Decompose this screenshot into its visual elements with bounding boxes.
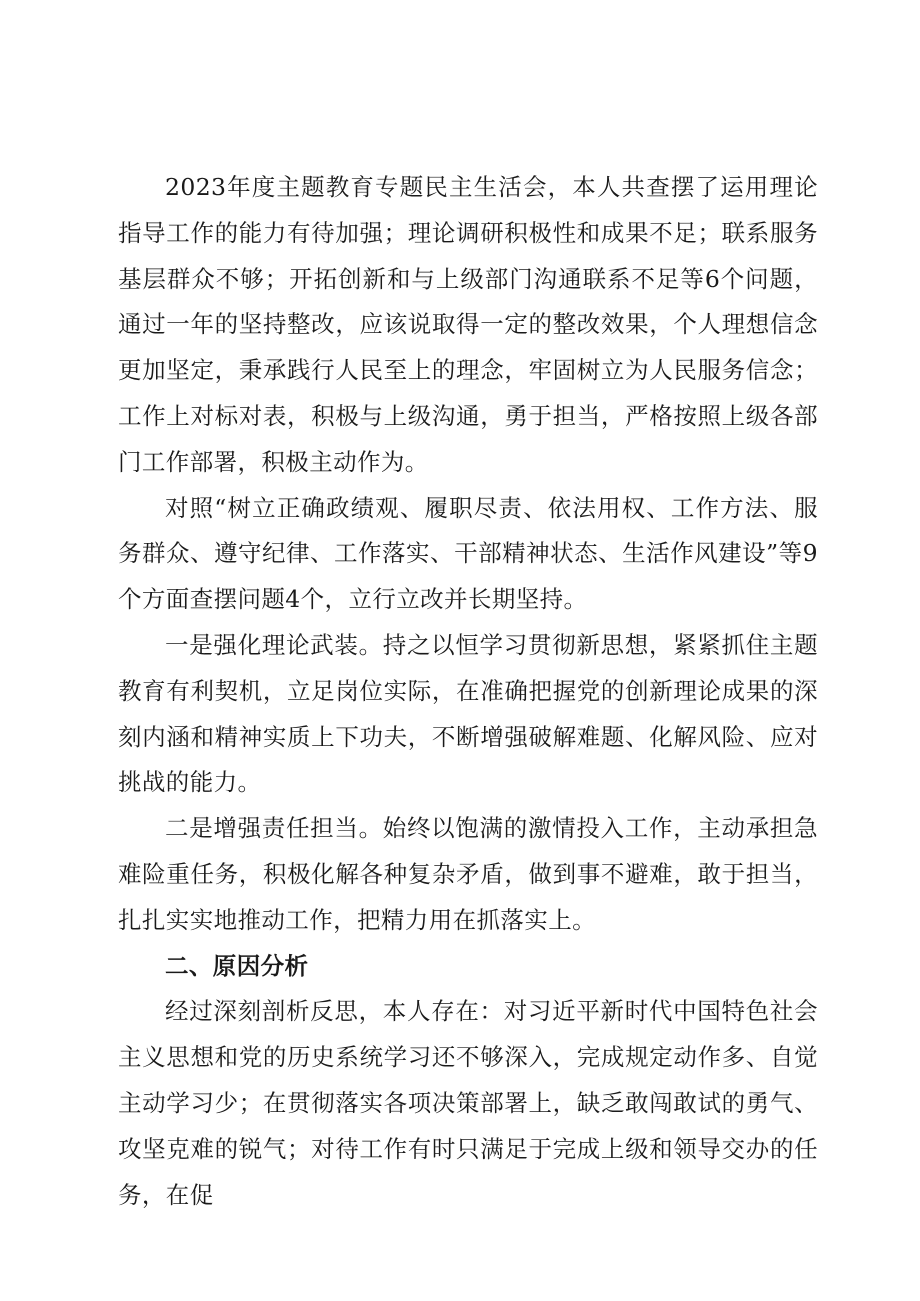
document-body <box>118 165 818 1218</box>
paragraph-theory-armament: 一是强化理论武装。持之以恒学习贯彻新思想，紧紧抓住主题教育有利契机，立足岗位实际，在准确把握党的创新理论成果的深刻内涵和精神实质上下功夫，不断增强破解难题、化解风险、应对挑战的能力。 <box>118 630 818 797</box>
paragraph-cause-analysis: 经过深刻剖析反思，本人存在：对习近平新时代中国特色社会主义思想和党的历史系统学习还不够深入，完成规定动作多、自觉主动学习少；在贯彻落实各项决策部署上，缺乏敢闯敢试的勇气、攻坚克难的锐气；对待工作有时只满足于完成上级和领导交办的任务，在促 <box>118 997 818 1209</box>
section-heading-cause-analysis: 二、原因分析 <box>165 951 309 980</box>
paragraph-rectification-summary: 2023年度主题教育专题民主生活会，本人共查摆了运用理论指导工作的能力有待加强；理论调研积极性和成果不足；联系服务基层群众不够；开拓创新和与上级部门沟通联系不足等6个问题，通过一年的坚持整改，应该说取得一定的整改效果，个人理想信念更加坚定，秉承践行人民至上的理念，牢固树立为人民服务信念；工作上对标对表，积极与上级沟通，勇于担当，严格按照上级各部门工作部署，积极主动作为。 <box>118 173 818 476</box>
paragraph-responsibility: 二是增强责任担当。始终以饱满的激情投入工作，主动承担急难险重任务，积极化解各种复杂矛盾，做到事不避难，敢于担当，扎扎实实地推动工作，把精力用在抓落实上。 <box>118 814 818 934</box>
paragraph-nine-aspects: 对照“树立正确政绩观、履职尽责、依法用权、工作方法、服务群众、遵守纪律、工作落实、干部精神状态、生活作风建设”等9个方面查摆问题4个，立行立改并长期坚持。 <box>118 493 818 614</box>
